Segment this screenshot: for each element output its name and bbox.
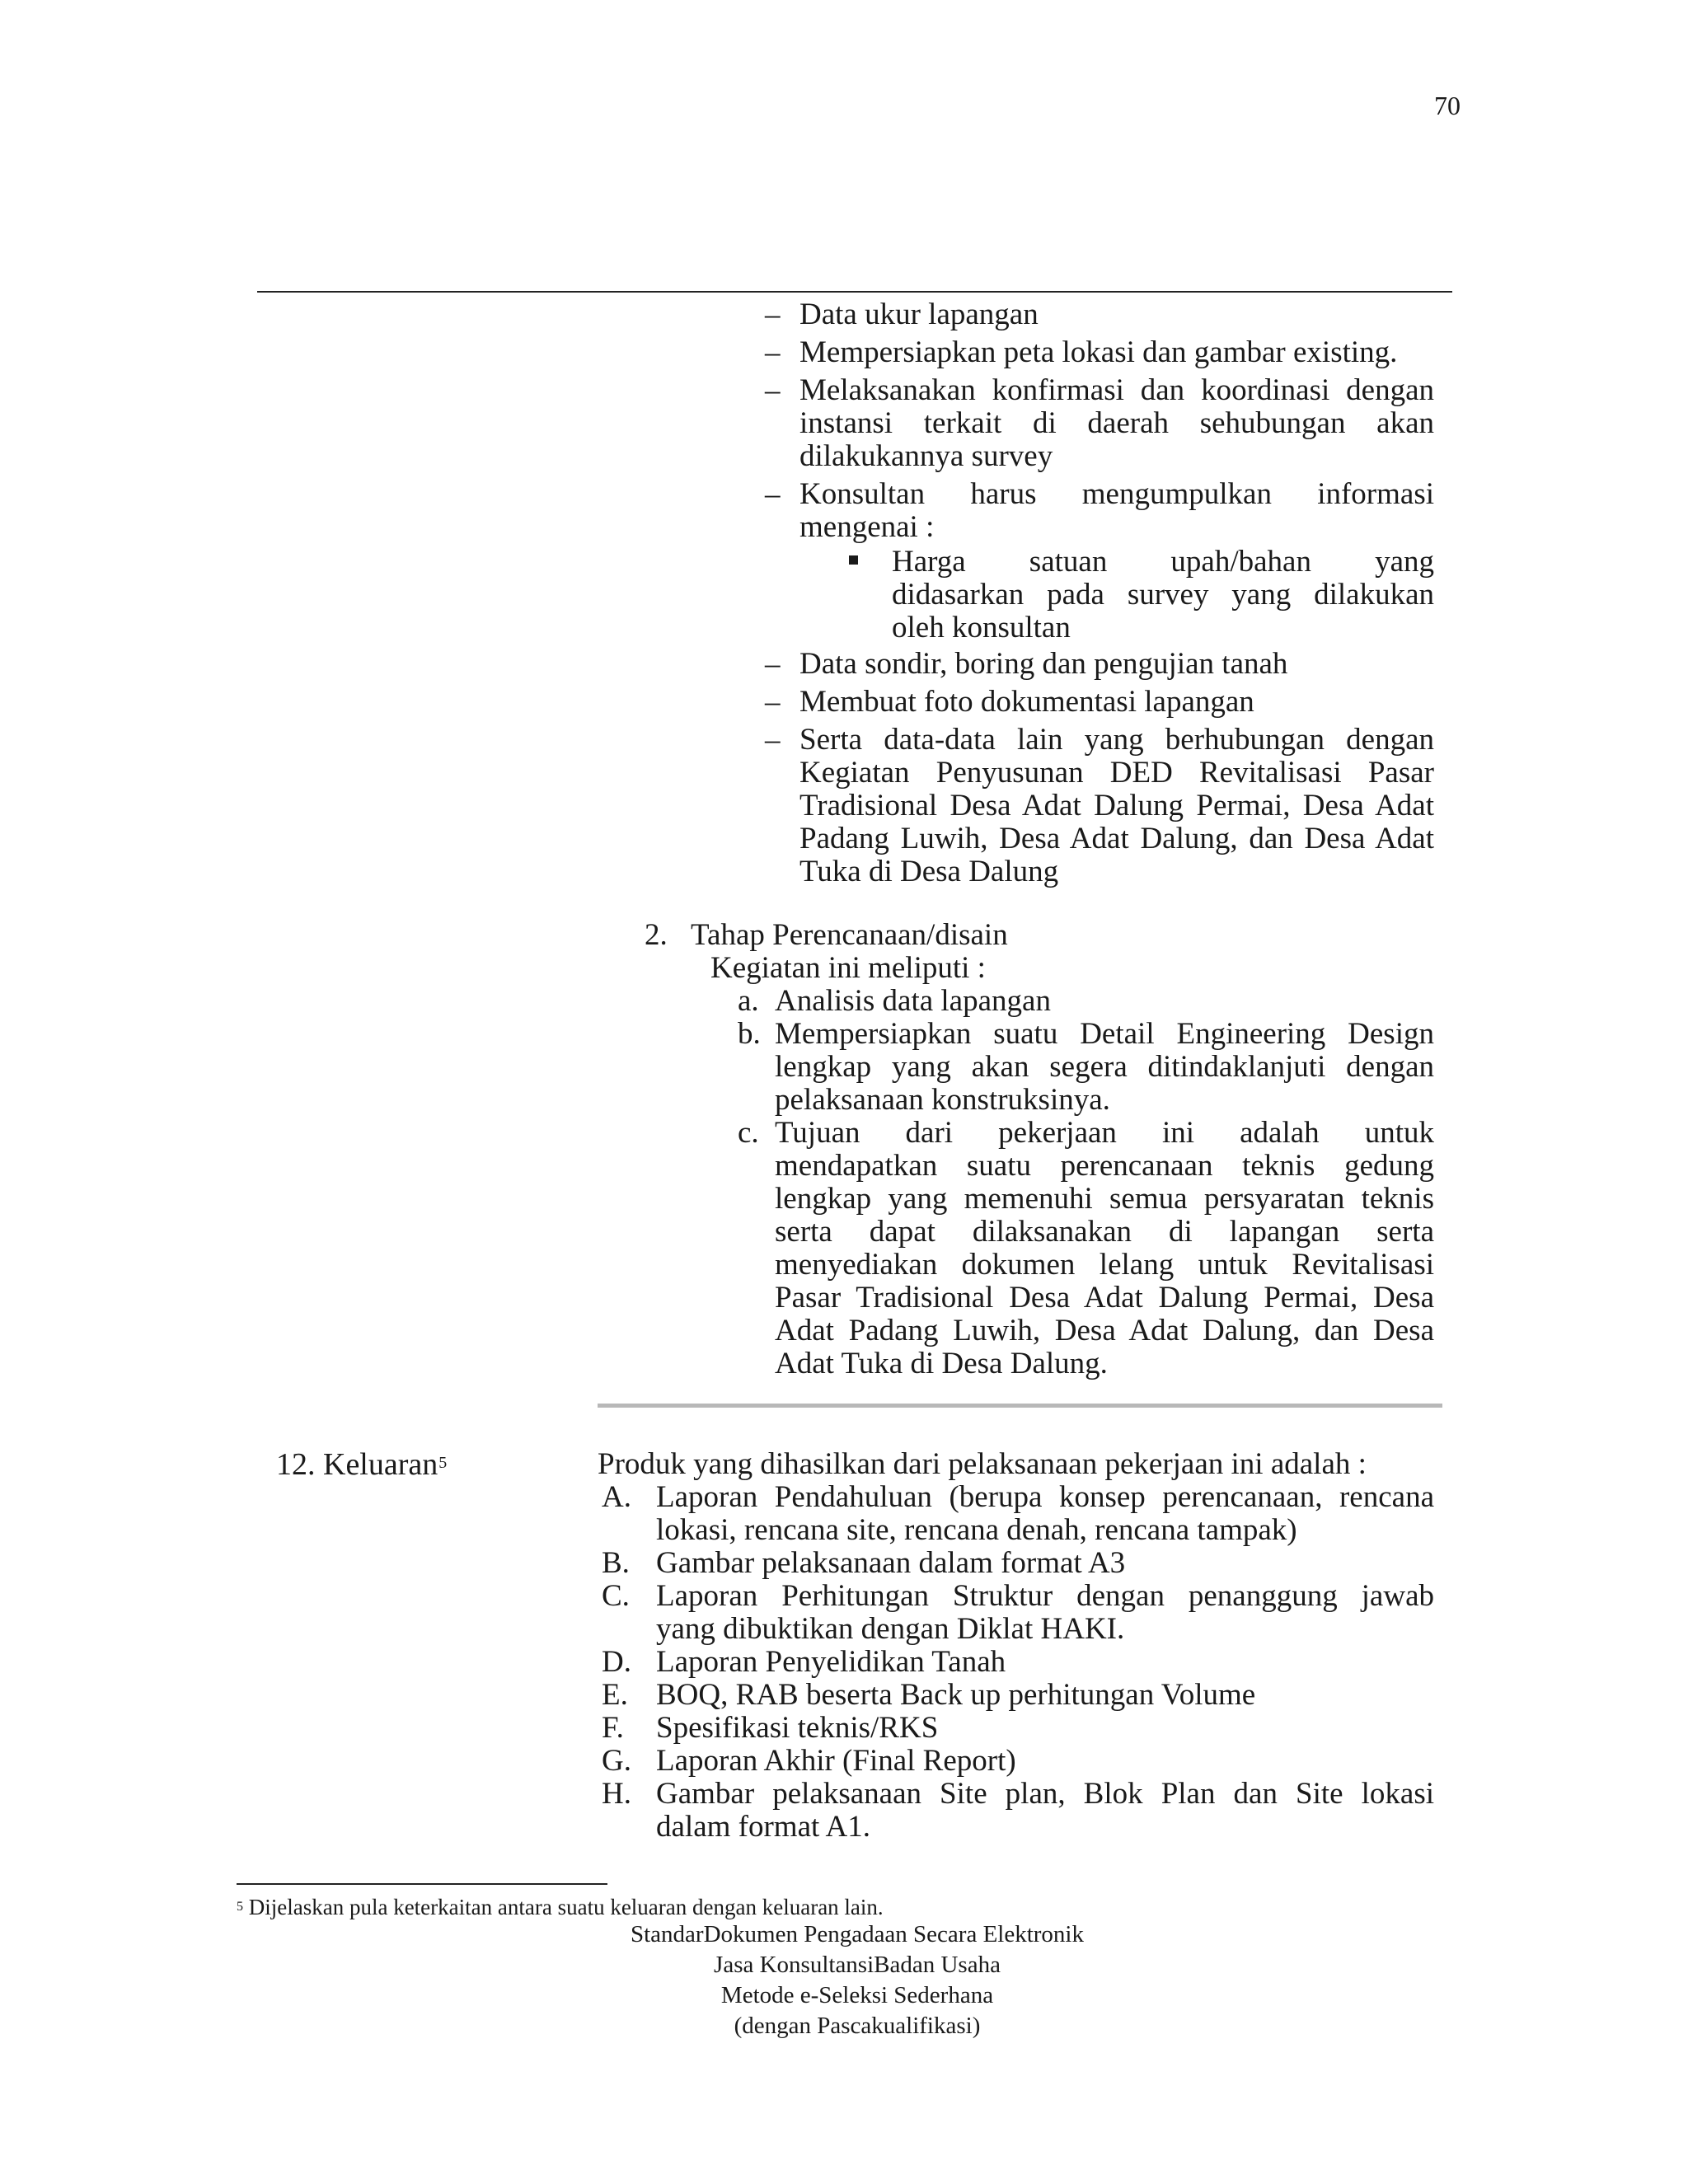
dash-marker: –	[765, 647, 781, 681]
section-heading	[276, 1448, 447, 1481]
item-line: Gambar pelaksanaan Site plan, Blok Plan dan Site lokasi	[656, 1777, 1434, 1811]
footnote-reference: 5	[438, 1454, 448, 1472]
section-heading-text: 12. Keluaran	[276, 1447, 438, 1482]
footer-line: Metode e-Seleksi Sederhana	[720, 1982, 994, 2008]
dash-marker: –	[765, 373, 781, 407]
dash-marker: –	[765, 298, 781, 331]
footnote-marker: 5	[237, 1900, 243, 1914]
item-letter: C.	[602, 1579, 630, 1613]
list-item: Data ukur lapangan	[799, 298, 1039, 331]
list-item: Membuat foto dokumentasi lapangan	[799, 685, 1254, 719]
list-item: Data sondir, boring dan pengujian tanah	[799, 647, 1288, 681]
stage-number: 2.	[645, 918, 668, 952]
item-line: Laporan Perhitungan Struktur dengan penanggung jawab	[656, 1579, 1434, 1613]
dash-marker: –	[765, 477, 781, 511]
footer-line: Jasa KonsultansiBadan Usaha	[714, 1952, 1001, 1978]
list-item-line: Padang Luwih, Desa Adat Dalung, dan Desa Adat	[799, 822, 1434, 855]
item-line: Adat Tuka di Desa Dalung.	[775, 1347, 1108, 1380]
sub-list-item-line: Harga satuan upah/bahan yang	[892, 545, 1434, 579]
dash-marker: –	[765, 723, 781, 757]
item-line: Tujuan dari pekerjaan ini adalah untuk	[775, 1116, 1434, 1150]
list-item: Mempersiapkan peta lokasi dan gambar existing.	[799, 335, 1398, 369]
item-line: Gambar pelaksanaan dalam format A3	[656, 1546, 1126, 1580]
item-letter: b.	[738, 1017, 761, 1051]
footer-line: (dengan Pascakualifikasi)	[734, 2013, 981, 2039]
item-line: mendapatkan suatu perencanaan teknis gedung	[775, 1149, 1434, 1183]
item-line: pelaksanaan konstruksinya.	[775, 1083, 1110, 1117]
sub-list-item-line: oleh konsultan	[892, 611, 1071, 644]
item-line: Pasar Tradisional Desa Adat Dalung Permai, Desa	[775, 1281, 1434, 1315]
item-line: Laporan Penyelidikan Tanah	[656, 1645, 1006, 1679]
top-rule	[257, 291, 1452, 293]
item-line: lokasi, rencana site, rencana denah, rencana tampak)	[656, 1513, 1297, 1547]
dash-marker: –	[765, 685, 781, 719]
item-letter: G.	[602, 1744, 631, 1778]
list-item-line: instansi terkait di daerah sehubungan akan	[799, 406, 1434, 440]
item-line: serta dapat dilaksanakan di lapangan serta	[775, 1215, 1434, 1249]
stage-intro: Kegiatan ini meliputi :	[710, 951, 986, 985]
item-line: Laporan Akhir (Final Report)	[656, 1744, 1016, 1778]
list-item-line: Kegiatan Penyusunan DED Revitalisasi Pasar	[799, 756, 1434, 790]
page-number: 70	[1434, 91, 1461, 120]
square-bullet-icon	[849, 555, 858, 565]
footnote-rule	[237, 1883, 607, 1885]
item-line: BOQ, RAB beserta Back up perhitungan Volume	[656, 1678, 1256, 1712]
item-letter: a.	[738, 984, 759, 1018]
item-line: lengkap yang akan segera ditindaklanjuti dengan	[775, 1050, 1434, 1084]
list-item-line: Tradisional Desa Adat Dalung Permai, Desa Adat	[799, 789, 1434, 823]
list-item-line: Melaksanakan konfirmasi dan koordinasi dengan	[799, 373, 1434, 407]
item-line: yang dibuktikan dengan Diklat HAKI.	[656, 1612, 1125, 1646]
item-letter: D.	[602, 1645, 631, 1679]
item-line: Mempersiapkan suatu Detail Engineering Design	[775, 1017, 1434, 1051]
list-item-line: mengenai :	[799, 510, 935, 544]
item-line: lengkap yang memenuhi semua persyaratan teknis	[775, 1182, 1434, 1216]
section-intro: Produk yang dihasilkan dari pelaksanaan pekerjaan ini adalah :	[598, 1447, 1367, 1481]
stage-title: Tahap Perencanaan/disain	[691, 918, 1008, 952]
item-line: Spesifikasi teknis/RKS	[656, 1711, 939, 1745]
item-letter: B.	[602, 1546, 630, 1580]
item-line: Analisis data lapangan	[775, 984, 1051, 1018]
item-letter: H.	[602, 1777, 631, 1811]
item-letter: c.	[738, 1116, 759, 1150]
list-item-line: Serta data-data lain yang berhubungan dengan	[799, 723, 1434, 757]
footer-line: StandarDokumen Pengadaan Secara Elektronik	[630, 1921, 1084, 1947]
list-item-line: dilakukannya survey	[799, 439, 1053, 473]
list-item-line: Tuka di Desa Dalung	[799, 855, 1059, 888]
item-line: menyediakan dokumen lelang untuk Revitalisasi	[775, 1248, 1434, 1282]
section-divider	[598, 1404, 1442, 1408]
item-line: Laporan Pendahuluan (berupa konsep perencanaan, rencana	[656, 1480, 1434, 1514]
footnote	[237, 1894, 884, 1920]
item-line: dalam format A1.	[656, 1810, 870, 1844]
list-item-line: Konsultan harus mengumpulkan informasi	[799, 477, 1434, 511]
item-line: Adat Padang Luwih, Desa Adat Dalung, dan Desa	[775, 1314, 1434, 1347]
sub-list-item-line: didasarkan pada survey yang dilakukan	[892, 578, 1434, 612]
item-letter: F.	[602, 1711, 624, 1745]
item-letter: A.	[602, 1480, 631, 1514]
footnote-text: Dijelaskan pula keterkaitan antara suatu keluaran dengan keluaran lain.	[243, 1895, 884, 1919]
item-letter: E.	[602, 1678, 628, 1712]
dash-marker: –	[765, 335, 781, 369]
